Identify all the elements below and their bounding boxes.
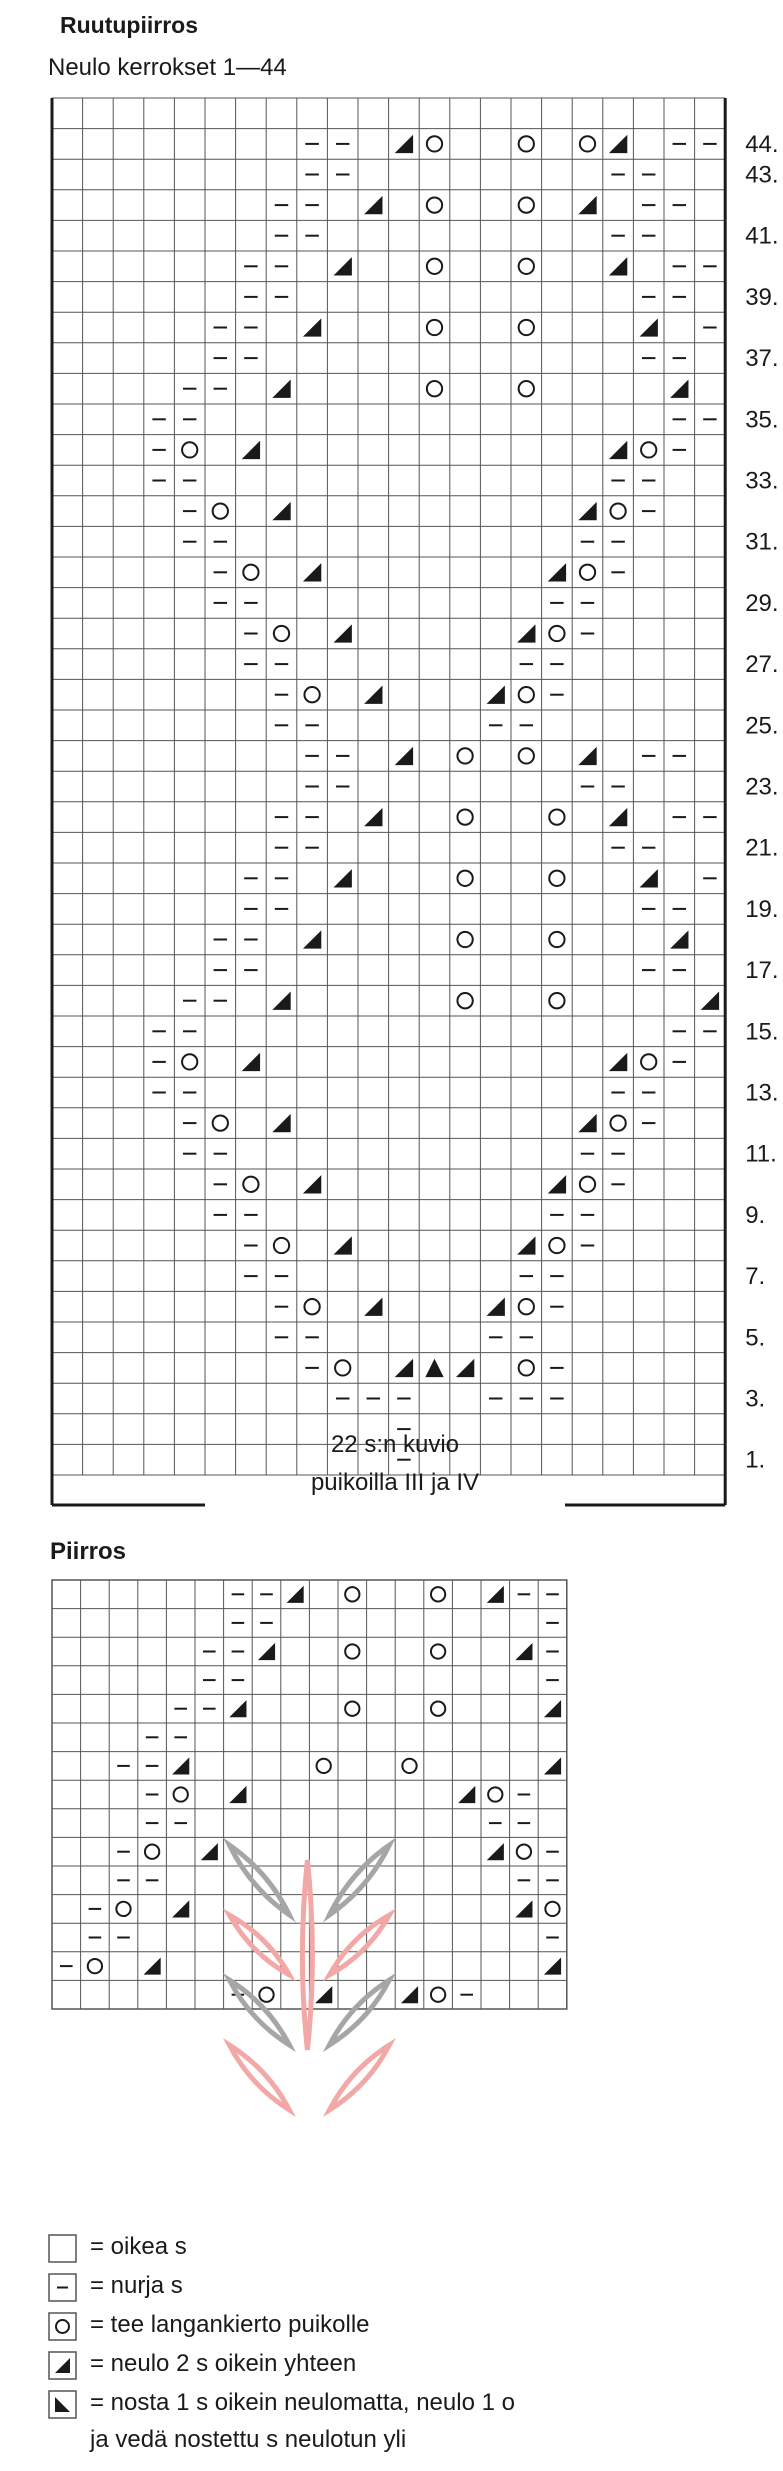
legend-label: = nurja s [90, 2272, 183, 2299]
k2tog-mark [242, 1053, 260, 1071]
yarn-over-mark [427, 197, 442, 212]
k2tog-mark [544, 1700, 561, 1717]
yarn-over-mark [345, 1587, 359, 1601]
yarn-over-mark [317, 1759, 331, 1773]
k2tog-mark [229, 1700, 246, 1717]
k2tog-mark [487, 1298, 505, 1316]
legend-item [48, 2347, 748, 2386]
yarn-over-mark [519, 320, 534, 335]
circle-square-icon [48, 2312, 77, 2341]
small-chart-grid [52, 1580, 567, 2009]
k2tog-mark [395, 135, 413, 153]
row-label: 33. [745, 467, 779, 495]
k2tog-mark [334, 624, 352, 642]
triangle-right-square-icon [48, 2351, 77, 2380]
yarn-over-mark [457, 932, 472, 947]
k2tog-mark [487, 1586, 504, 1603]
row-label: 11. [745, 1140, 777, 1168]
yarn-over-mark [610, 1115, 625, 1130]
chart-subtitle: Neulo kerrokset 1—44 [48, 54, 287, 81]
k2tog-mark [364, 686, 382, 704]
k2tog-mark [544, 1757, 561, 1774]
yarn-over-mark [580, 565, 595, 580]
k2tog-mark [487, 686, 505, 704]
k2tog-mark [172, 1900, 189, 1917]
row-label: 35. [745, 406, 779, 434]
yarn-over-mark [213, 1115, 228, 1130]
yarn-over-mark [545, 1902, 559, 1916]
k2tog-mark [172, 1757, 189, 1774]
yarn-over-mark [145, 1845, 159, 1859]
k2tog-mark [303, 1175, 321, 1193]
yarn-over-mark [345, 1644, 359, 1658]
leaf-stroke [329, 2045, 389, 2110]
k2tog-mark [315, 1986, 332, 2003]
legend-label: = tee langankierto puikolle [90, 2311, 370, 2338]
k2tog-mark [517, 624, 535, 642]
yarn-over-mark [274, 1238, 289, 1253]
yarn-over-mark [431, 1702, 445, 1716]
chart-width-label [240, 1426, 550, 1502]
legend-item [48, 2230, 748, 2269]
k2tog-mark [548, 1175, 566, 1193]
yarn-over-mark [519, 1299, 534, 1314]
k2tog-mark [640, 318, 658, 336]
double-decrease-mark [425, 1359, 443, 1377]
k2tog-mark [609, 441, 627, 459]
row-label: 41. [745, 222, 779, 250]
row-label: 29. [745, 589, 779, 617]
k2tog-mark [515, 1900, 532, 1917]
k2tog-mark [303, 563, 321, 581]
k2tog-mark [517, 1236, 535, 1254]
row-label: 17. [745, 957, 779, 985]
row-label: 43. [745, 161, 779, 189]
triangle-left-square-icon [48, 2390, 77, 2419]
yarn-over-mark [243, 1177, 258, 1192]
row-label: 21. [745, 834, 779, 862]
chart2-title: Piirros [50, 1538, 127, 1565]
k2tog-mark [515, 1643, 532, 1660]
k2tog-mark [395, 1359, 413, 1377]
yarn-over-mark [549, 626, 564, 641]
yarn-over-mark [427, 259, 442, 274]
yarn-over-mark [304, 687, 319, 702]
legend-item [48, 2269, 748, 2308]
yarn-over-mark [519, 136, 534, 151]
yarn-over-mark [88, 1959, 102, 1973]
row-label: 15. [745, 1018, 779, 1046]
chart-width-label-line2: puikoilla III ja IV [310, 1469, 480, 1496]
row-label: 9. [745, 1201, 766, 1229]
yarn-over-mark [274, 626, 289, 641]
k2tog-mark [287, 1586, 304, 1603]
row-label: 31. [745, 528, 779, 556]
k2tog-mark [364, 1298, 382, 1316]
k2tog-mark [334, 869, 352, 887]
row-label: 25. [745, 712, 779, 740]
row-label: 37. [745, 345, 779, 373]
k2tog-mark [456, 1359, 474, 1377]
k2tog-mark [242, 441, 260, 459]
legend-label: = oikea s [90, 2233, 187, 2260]
yarn-over-mark [641, 1054, 656, 1069]
k2tog-mark [609, 135, 627, 153]
chart-title: Ruutupiirros [60, 12, 198, 38]
yarn-over-mark [427, 136, 442, 151]
legend-item [48, 2308, 748, 2347]
yarn-over-mark [549, 871, 564, 886]
k2tog-mark [578, 196, 596, 214]
yarn-over-mark [116, 1902, 130, 1916]
k2tog-mark [458, 1786, 475, 1803]
row-label: 1. [745, 1446, 766, 1474]
k2tog-mark [303, 930, 321, 948]
yarn-over-mark [549, 993, 564, 1008]
yarn-over-mark [345, 1702, 359, 1716]
k2tog-mark [578, 502, 596, 520]
chart-width-label-line1: 22 s:n kuvio [330, 1431, 460, 1458]
k2tog-mark [272, 502, 290, 520]
legend-label: = nosta 1 s oikein neulomatta, neulo 1 o [90, 2389, 515, 2416]
k2tog-mark [609, 257, 627, 275]
yarn-over-mark [519, 259, 534, 274]
k2tog-mark [201, 1843, 218, 1860]
yarn-over-mark [259, 1988, 273, 2002]
k2tog-mark [334, 1236, 352, 1254]
row-label: 27. [745, 651, 779, 679]
legend-item [48, 2386, 748, 2466]
k2tog-mark [395, 747, 413, 765]
k2tog-mark [640, 869, 658, 887]
legend-label: = neulo 2 s oikein yhteen [90, 2350, 357, 2377]
yarn-over-mark [519, 1360, 534, 1375]
yarn-over-mark [580, 136, 595, 151]
yarn-over-mark [519, 197, 534, 212]
k2tog-mark [609, 808, 627, 826]
row-label: 39. [745, 283, 779, 311]
yarn-over-mark [213, 503, 228, 518]
row-label: 23. [745, 773, 779, 801]
yarn-over-mark [549, 809, 564, 824]
yarn-over-mark [243, 565, 258, 580]
yarn-over-mark [488, 1787, 502, 1801]
dash-square-icon [48, 2273, 77, 2302]
k2tog-mark [364, 808, 382, 826]
k2tog-mark [670, 930, 688, 948]
k2tog-mark [334, 257, 352, 275]
k2tog-mark [701, 992, 719, 1010]
yarn-over-mark [641, 442, 656, 457]
yarn-over-mark [610, 503, 625, 518]
yarn-over-mark [335, 1360, 350, 1375]
yarn-over-mark [519, 748, 534, 763]
yarn-over-mark [549, 1238, 564, 1253]
row-label: 3. [745, 1385, 766, 1413]
yarn-over-mark [549, 932, 564, 947]
yarn-over-mark [457, 871, 472, 886]
k2tog-mark [303, 318, 321, 336]
k2tog-mark [487, 1843, 504, 1860]
leaf-stroke [302, 1860, 312, 2050]
yarn-over-mark [427, 381, 442, 396]
yarn-over-mark [304, 1299, 319, 1314]
empty-square-icon [48, 2234, 77, 2263]
k2tog-mark [578, 1114, 596, 1132]
yarn-over-mark [457, 993, 472, 1008]
row-label: 7. [745, 1263, 766, 1291]
k2tog-mark [272, 380, 290, 398]
legend-label-continued: ja vedä nostettu s neulotun yli [90, 2426, 407, 2453]
row-label: 19. [745, 895, 779, 923]
yarn-over-mark [182, 1054, 197, 1069]
k2tog-mark [670, 380, 688, 398]
row-label: 5. [745, 1324, 766, 1352]
yarn-over-mark [519, 381, 534, 396]
yarn-over-mark [174, 1787, 188, 1801]
yarn-over-mark [431, 1644, 445, 1658]
row-label: 13. [745, 1079, 779, 1107]
k2tog-mark [364, 196, 382, 214]
yarn-over-mark [580, 1177, 595, 1192]
yarn-over-mark [182, 442, 197, 457]
legend [48, 2230, 748, 2466]
k2tog-mark [272, 1114, 290, 1132]
knitting-chart-small [0, 1580, 783, 2160]
yarn-over-mark [517, 1845, 531, 1859]
k2tog-mark [229, 1786, 246, 1803]
k2tog-mark [144, 1958, 161, 1975]
k2tog-mark [548, 563, 566, 581]
yarn-over-mark [402, 1759, 416, 1773]
yarn-over-mark [427, 320, 442, 335]
k2tog-mark [544, 1958, 561, 1975]
k2tog-mark [578, 747, 596, 765]
leaf-stroke [229, 2045, 289, 2110]
k2tog-mark [609, 1053, 627, 1071]
main-chart-grid [52, 98, 725, 1475]
row-label: 44. [745, 130, 779, 158]
yarn-over-mark [457, 748, 472, 763]
k2tog-mark [272, 992, 290, 1010]
yarn-over-mark [431, 1587, 445, 1601]
yarn-over-mark [431, 1988, 445, 2002]
k2tog-mark [401, 1986, 418, 2003]
yarn-over-mark [519, 687, 534, 702]
k2tog-mark [258, 1643, 275, 1660]
yarn-over-mark [457, 809, 472, 824]
